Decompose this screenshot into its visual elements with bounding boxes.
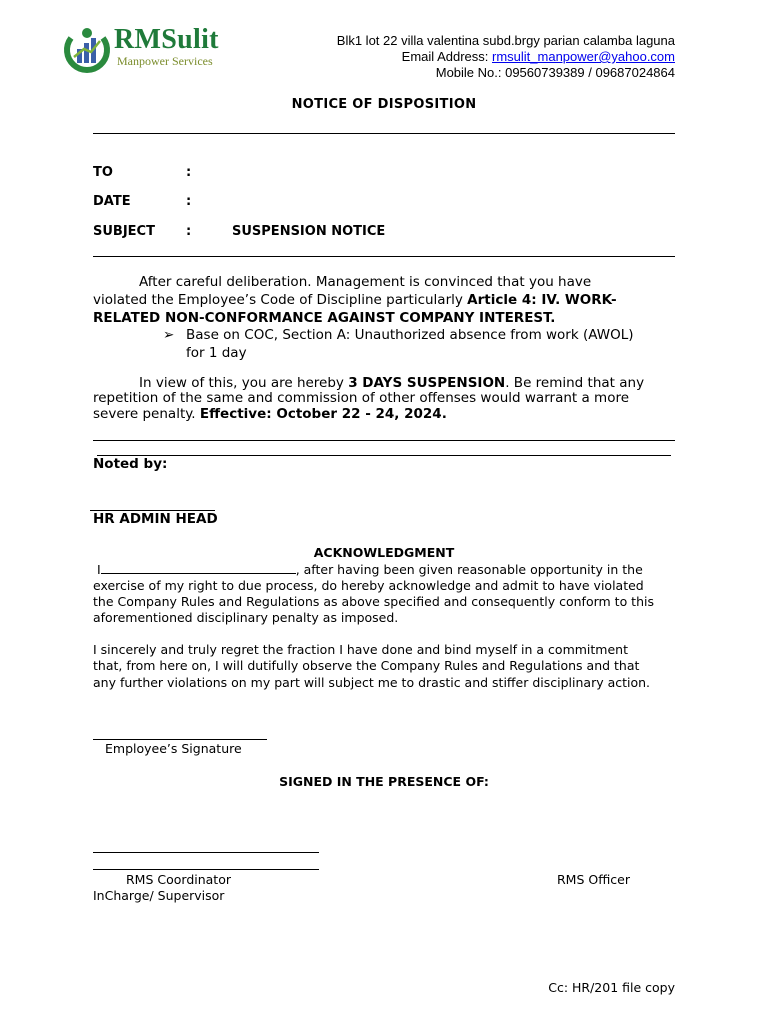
employee-signature-label: Employee’s Signature [105,741,242,756]
rms-coordinator-label: RMS Coordinator [126,872,231,887]
email-line [337,49,675,65]
ack-p2-line1: I sincerely and truly regret the fraction I have done and bind myself in a commitment [93,642,628,657]
para2-line1-post: . Be remind that any [505,375,645,391]
signed-presence-title: SIGNED IN THE PRESENCE OF: [279,774,489,789]
para2-line2: repetition of the same and commission of other offenses would warrant a more [93,390,630,406]
divider-mid-2 [97,455,671,456]
hr-admin-head: HR ADMIN HEAD [93,511,218,527]
to-colon: : [186,165,192,180]
effective-date: Effective: October 22 - 24, 2024. [199,406,447,422]
suspension-days: 3 DAYS SUSPENSION [348,375,506,391]
ack-line4: aforementioned disciplinary penalty as imposed. [93,610,399,625]
witness-signature-line-1[interactable] [93,852,319,853]
para2-line3 [93,406,447,423]
para1-line2-text: violated the Employee’s Code of Discipline particularly [93,292,468,308]
date-colon: : [186,194,192,209]
divider-top [93,133,675,134]
para1-line2 [93,292,617,309]
subject-value: SUSPENSION NOTICE [232,224,386,239]
ack-line1-pre: I [97,562,101,577]
email-link[interactable]: rmsulit_manpower@yahoo.com [492,49,675,64]
logo-subtitle: Manpower Services [117,54,213,68]
company-address: Blk1 lot 22 villa valentina subd.brgy parian calamba laguna [336,33,675,48]
ack-line1 [97,562,643,578]
subject-label: SUBJECT [93,224,155,239]
date-label: DATE [93,194,131,209]
witness-signature-line-2[interactable] [93,869,319,870]
ack-line3: the Company Rules and Regulations as above specified and consequently conform to this [93,594,654,609]
para1-line3: RELATED NON-CONFORMANCE AGAINST COMPANY INTEREST. [93,310,556,326]
email-label: Email Address: [401,49,489,64]
subject-colon: : [186,224,192,239]
to-label: TO [93,165,113,180]
para2-line1-pre: In view of this, you are hereby [139,375,349,391]
logo-emblem-icon [62,24,112,74]
bullet-line2: for 1 day [186,345,247,361]
ack-p2-line2: that, from here on, I will dutifully observe the Company Rules and Regulations and that [93,658,640,673]
ack-line2: exercise of my right to due process, do hereby acknowledge and admit to have violated [93,578,644,593]
employee-name-field[interactable] [101,562,296,574]
ack-p2-line3: any further violations on my part will subject me to drastic and stiffer disciplinary action. [93,675,651,690]
divider-fields [93,256,675,257]
contact-block [337,33,675,81]
logo-name: RMSulit [114,24,219,55]
rms-officer-label: RMS Officer [557,872,631,887]
noted-by-label: Noted by: [93,456,168,472]
bullet-arrow-icon: ➢ [163,327,175,343]
mobile-numbers: Mobile No.: 09560739389 / 09687024864 [435,65,675,80]
cc-note: Cc: HR/201 file copy [548,980,675,995]
ack-line1-post: , after having been given reasonable opportunity in the [295,562,643,577]
article-reference: Article 4: IV. WORK- [467,292,617,308]
incharge-supervisor-label: InCharge/ Supervisor [93,888,225,903]
page-title: NOTICE OF DISPOSITION [291,97,477,112]
para1-line1: After careful deliberation. Management is convinced that you have [139,274,592,290]
employee-signature-line[interactable] [93,739,267,740]
bullet-line1: Base on COC, Section A: Unauthorized absence from work (AWOL) [186,327,634,343]
para2-line3-pre: severe penalty. [93,406,200,422]
divider-mid-1 [93,440,675,441]
company-logo [62,24,237,74]
acknowledgment-title: ACKNOWLEDGMENT [313,545,455,560]
